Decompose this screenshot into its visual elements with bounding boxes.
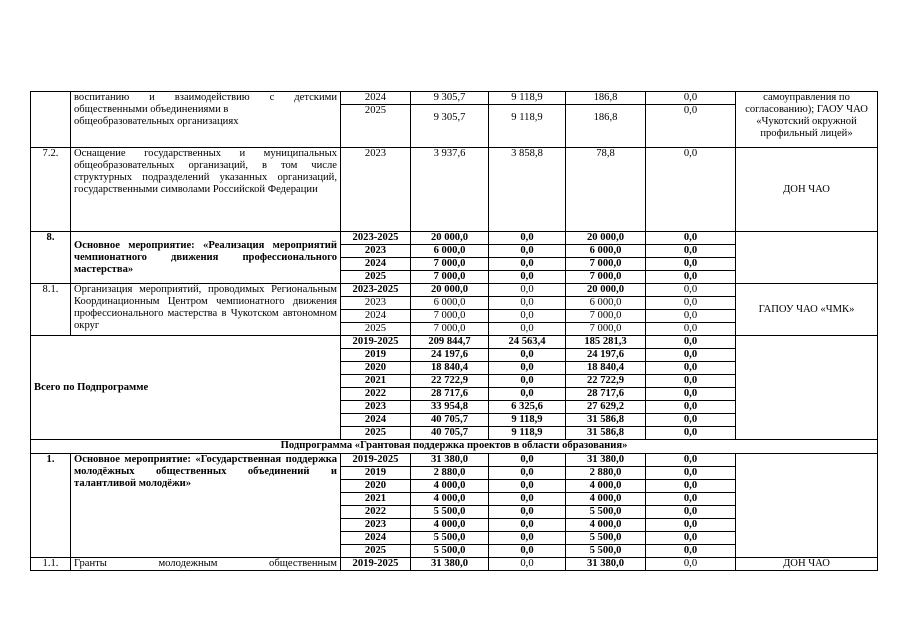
regional-cell: 6 000,0 [566, 297, 646, 310]
other-cell: 0,0 [646, 245, 736, 258]
executor-line: профильный лицей» [760, 128, 853, 139]
executor-line: самоуправления по [763, 92, 850, 103]
desc-line: общеобразовательных организациях [74, 116, 239, 127]
federal-cell: 0,0 [489, 284, 566, 297]
executor-cell: ГАПОУ ЧАО «ЧМК» [736, 284, 878, 336]
row-num-cell: 8. [31, 232, 71, 284]
value-text: 9 305,7 [433, 112, 466, 123]
table-row [31, 336, 878, 349]
year-cell: 2023-2025 [341, 284, 411, 297]
total-cell: 24 197,6 [411, 349, 489, 362]
regional-cell: 7 000,0 [566, 323, 646, 336]
federal-cell: 0,0 [489, 323, 566, 336]
regional-cell: 31 380,0 [566, 454, 646, 467]
value-text: 186,8 [593, 112, 618, 123]
other-cell: 0,0 [646, 148, 736, 232]
desc-line-text: общественными объединениями в [74, 104, 229, 115]
year-cell: 2021 [341, 375, 411, 388]
federal-cell: 0,0 [489, 480, 566, 493]
desc-line [74, 104, 337, 116]
other-cell: 0,0 [646, 545, 736, 558]
federal-cell: 0,0 [489, 297, 566, 310]
other-cell: 0,0 [646, 375, 736, 388]
budget-table [30, 91, 878, 571]
regional-cell: 4 000,0 [566, 493, 646, 506]
total-cell: 7 000,0 [411, 310, 489, 323]
year-cell: 2023 [341, 245, 411, 258]
other-cell: 0,0 [646, 414, 736, 427]
regional-cell: 20 000,0 [566, 232, 646, 245]
other-cell: 0,0 [646, 92, 736, 105]
other-cell: 0,0 [646, 454, 736, 467]
subprogram-heading: Подпрограмма «Грантовая поддержка проектов в области образования» [31, 440, 878, 454]
federal-cell: 9 118,9 [489, 414, 566, 427]
regional-cell: 31 586,8 [566, 427, 646, 440]
regional-cell: 5 500,0 [566, 506, 646, 519]
other-cell: 0,0 [646, 493, 736, 506]
year-cell: 2022 [341, 388, 411, 401]
federal-cell: 0,0 [489, 362, 566, 375]
other-cell: 0,0 [646, 297, 736, 310]
total-cell: 20 000,0 [411, 232, 489, 245]
other-cell: 0,0 [646, 232, 736, 245]
executor-cell [736, 232, 878, 284]
total-cell: 6 000,0 [411, 245, 489, 258]
federal-cell: 0,0 [489, 493, 566, 506]
other-cell: 0,0 [646, 258, 736, 271]
executor-cell [736, 92, 878, 148]
row-description: Гранты молодежным общественным [71, 558, 341, 571]
regional-cell: 18 840,4 [566, 362, 646, 375]
federal-cell: 3 858,8 [489, 148, 566, 232]
total-cell: 6 000,0 [411, 297, 489, 310]
total-cell: 7 000,0 [411, 258, 489, 271]
desc-line: воспитанию и взаимодействию с детскими [74, 92, 337, 103]
regional-cell: 5 500,0 [566, 532, 646, 545]
regional-cell: 4 000,0 [566, 519, 646, 532]
regional-cell: 27 629,2 [566, 401, 646, 414]
federal-cell: 0,0 [489, 545, 566, 558]
year-cell: 2024 [341, 310, 411, 323]
total-cell: 209 844,7 [411, 336, 489, 349]
year-cell: 2019-2025 [341, 454, 411, 467]
regional-cell: 31 380,0 [566, 558, 646, 571]
year-cell: 2025 [341, 271, 411, 284]
year-cell: 2019 [341, 349, 411, 362]
regional-cell: 24 197,6 [566, 349, 646, 362]
federal-cell: 0,0 [489, 388, 566, 401]
total-cell: 2 880,0 [411, 467, 489, 480]
total-cell: 5 500,0 [411, 532, 489, 545]
year-cell: 2025 [341, 545, 411, 558]
other-cell: 0,0 [646, 427, 736, 440]
table-row [31, 558, 878, 571]
table-row [31, 454, 878, 467]
executor-cell: ДОН ЧАО [736, 558, 878, 571]
executor-cell [736, 454, 878, 558]
total-cell: 18 840,4 [411, 362, 489, 375]
table-row [31, 148, 878, 232]
total-cell: 3 937,6 [411, 148, 489, 232]
other-cell: 0,0 [646, 349, 736, 362]
federal-cell: 0,0 [489, 467, 566, 480]
regional-cell: 7 000,0 [566, 258, 646, 271]
row-description: Основное мероприятие: «Государственная поддержка молодёжных общественных объединений и талантливой молодёжи» [71, 454, 341, 558]
year-cell: 2019-2025 [341, 558, 411, 571]
row-num-cell: 1. [31, 454, 71, 558]
row-num-cell: 1.1. [31, 558, 71, 571]
other-cell: 0,0 [646, 401, 736, 414]
executor-cell [736, 336, 878, 440]
other-cell: 0,0 [646, 323, 736, 336]
row-description: Организация мероприятий, проводимых Региональным Координационным Центром чемпионатного движения профессионального мастерства в Чукотском автономном округ [71, 284, 341, 336]
year-cell: 2025 [341, 323, 411, 336]
year-cell: 2023 [341, 297, 411, 310]
other-cell: 0,0 [646, 388, 736, 401]
regional-cell: 2 880,0 [566, 467, 646, 480]
regional-cell: 4 000,0 [566, 480, 646, 493]
federal-cell: 24 563,4 [489, 336, 566, 349]
total-cell: 4 000,0 [411, 480, 489, 493]
total-cell: 7 000,0 [411, 271, 489, 284]
year-cell: 2025 [341, 105, 411, 148]
other-cell: 0,0 [646, 480, 736, 493]
total-cell: 22 722,9 [411, 375, 489, 388]
other-cell: 0,0 [646, 558, 736, 571]
year-cell: 2024 [341, 532, 411, 545]
other-cell: 0,0 [646, 284, 736, 297]
federal-cell: 9 118,9 [489, 427, 566, 440]
total-cell [411, 105, 489, 148]
regional-cell: 5 500,0 [566, 545, 646, 558]
other-cell: 0,0 [646, 467, 736, 480]
regional-cell: 22 722,9 [566, 375, 646, 388]
total-cell: 40 705,7 [411, 427, 489, 440]
row-description: Основное мероприятие: «Реализация мероприятий чемпионатного движения профессионального мастерства» [71, 232, 341, 284]
federal-cell: 6 325,6 [489, 401, 566, 414]
federal-cell: 0,0 [489, 245, 566, 258]
federal-cell: 0,0 [489, 310, 566, 323]
regional-cell: 7 000,0 [566, 271, 646, 284]
year-cell: 2023 [341, 148, 411, 232]
federal-cell: 0,0 [489, 271, 566, 284]
year-cell: 2020 [341, 362, 411, 375]
regional-cell: 28 717,6 [566, 388, 646, 401]
year-cell: 2025 [341, 427, 411, 440]
year-cell: 2019 [341, 467, 411, 480]
federal-cell: 0,0 [489, 232, 566, 245]
year-cell: 2023 [341, 519, 411, 532]
total-cell: 40 705,7 [411, 414, 489, 427]
value-text: 9 118,9 [511, 112, 543, 123]
federal-cell: 0,0 [489, 349, 566, 362]
regional-cell: 20 000,0 [566, 284, 646, 297]
total-cell: 4 000,0 [411, 519, 489, 532]
total-cell: 9 305,7 [411, 92, 489, 105]
regional-cell: 185 281,3 [566, 336, 646, 349]
regional-cell: 6 000,0 [566, 245, 646, 258]
other-cell: 0,0 [646, 271, 736, 284]
total-cell: 28 717,6 [411, 388, 489, 401]
row-description [71, 92, 341, 148]
federal-cell: 0,0 [489, 375, 566, 388]
regional-cell: 78,8 [566, 148, 646, 232]
other-cell: 0,0 [646, 532, 736, 545]
year-cell: 2024 [341, 258, 411, 271]
year-cell: 2020 [341, 480, 411, 493]
federal-cell: 9 118,9 [489, 92, 566, 105]
federal-cell: 0,0 [489, 519, 566, 532]
other-cell: 0,0 [646, 362, 736, 375]
total-cell: 4 000,0 [411, 493, 489, 506]
year-cell: 2024 [341, 414, 411, 427]
year-cell: 2024 [341, 92, 411, 105]
regional-cell [566, 105, 646, 148]
total-cell: 20 000,0 [411, 284, 489, 297]
other-cell: 0,0 [646, 336, 736, 349]
total-cell: 5 500,0 [411, 506, 489, 519]
executor-cell: ДОН ЧАО [736, 148, 878, 232]
year-cell: 2023-2025 [341, 232, 411, 245]
total-cell: 33 954,8 [411, 401, 489, 414]
federal-cell: 0,0 [489, 558, 566, 571]
row-num-cell: 7.2. [31, 148, 71, 232]
row-num-cell [31, 92, 71, 148]
table-row [31, 440, 878, 454]
regional-cell: 31 586,8 [566, 414, 646, 427]
federal-cell [489, 105, 566, 148]
row-num-cell: 8.1. [31, 284, 71, 336]
total-cell: 7 000,0 [411, 323, 489, 336]
total-cell: 5 500,0 [411, 545, 489, 558]
regional-cell: 186,8 [566, 92, 646, 105]
row-description: Оснащение государственных и муниципальных общеобразовательных организаций, в том числе структурных подразделений указанных организаций, государственными символами Российской Федерации [71, 148, 341, 232]
executor-line: «Чукотский окружной [756, 116, 857, 127]
other-cell: 0,0 [646, 506, 736, 519]
other-cell: 0,0 [646, 105, 736, 148]
executor-line: согласованию); ГАОУ ЧАО [745, 104, 868, 115]
federal-cell: 0,0 [489, 258, 566, 271]
year-cell: 2022 [341, 506, 411, 519]
year-cell: 2021 [341, 493, 411, 506]
year-cell: 2023 [341, 401, 411, 414]
federal-cell: 0,0 [489, 454, 566, 467]
total-cell: 31 380,0 [411, 558, 489, 571]
federal-cell: 0,0 [489, 532, 566, 545]
other-cell: 0,0 [646, 310, 736, 323]
federal-cell: 0,0 [489, 506, 566, 519]
table-row [31, 284, 878, 297]
regional-cell: 7 000,0 [566, 310, 646, 323]
other-cell: 0,0 [646, 519, 736, 532]
total-cell: 31 380,0 [411, 454, 489, 467]
table-row [31, 92, 878, 105]
table-row [31, 232, 878, 245]
subprogram-total-label: Всего по Подпрограмме [31, 336, 341, 440]
year-cell: 2019-2025 [341, 336, 411, 349]
